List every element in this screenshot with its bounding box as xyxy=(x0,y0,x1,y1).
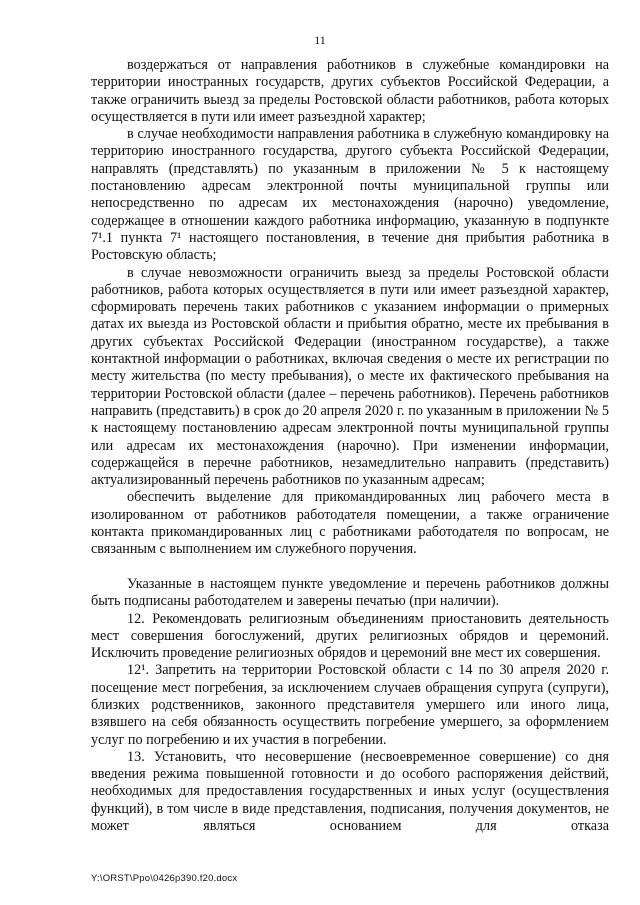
paragraph-business-trip-notice: в случае необходимости направления работника в служебную командировку на территорию иностранного государства, другого субъекта Российской Федерации, направлять (представлять) по указанным в приложении № 5 к настоящему постановлению адресам электронной почты муниципальной группы или непосредственно по адресам их местонахождения (нарочно) уведомление, содержащее в отношении каждого работника информацию, указанную в подпункте 7¹.1 пункта 7¹ настоящего постановления, в течение дня прибытия работника в Ростовскую область; xyxy=(91,126,609,264)
paragraph-item-12: 12. Рекомендовать религиозным объединениям приостановить деятельность мест совершения богослужений, других религиозных обрядов и церемоний. Исключить проведение религиозных обрядов и церемоний вне мест их совершения. xyxy=(91,610,609,662)
paragraph-restrict-travel: воздержаться от направления работников в служебные командировки на территории иностранных государств, других субъектов Российской Федерации, а также ограничить выезд за пределы Ростовской области работников, работа которых осуществляется в пути или имеет разъездной характер; xyxy=(91,57,609,125)
paragraph-signature-requirement: Указанные в настоящем пункте уведомление и перечень работников должны быть подписаны работодателем и заверены печатью (при наличии). xyxy=(91,575,609,610)
paragraph-item-13: 13. Установить, что несовершение (несвоевременное совершение) со дня введения режима повышенной готовности и до особого распоряжения действий, необходимых для предоставления государственных и иных услуг (осуществления функций), в том числе в виде представления, подписания, получения документов, не может являться основанием для отказа xyxy=(91,748,609,835)
paragraph-item-12-1: 12¹. Запретить на территории Ростовской области с 14 по 30 апреля 2020 г. посещение мест погребения, за исключением случаев обращения супруга (супруги), близких родственников, законного представителя умершего или иного лица, взявшего на себя обязанность осуществить погребение умершего, за оформлением услуг по погребению и их участия в погребении. xyxy=(91,662,609,748)
document-body xyxy=(91,57,609,835)
page-number: 11 xyxy=(314,33,326,47)
paragraph-isolated-workplace: обеспечить выделение для прикомандированных лиц рабочего места в изолированном от работников работодателя помещении, а также ограничение контакта прикомандированных лиц с работниками работодателя по вопросам, не связанным с выполнением им служебного поручения. xyxy=(91,489,609,558)
paragraph-employee-list: в случае невозможности ограничить выезд за пределы Ростовской области работников, работа которых осуществляется в пути или имеет разъездной характер, сформировать перечень таких работников с указанием информации о примерных датах их выезда из Ростовской области и прибытия обратно, месте их пребывания в других субъектах Российской Федерации (иностранном государстве), а также контактной информации о работниках, включая сведения о месте их регистрации по месту жительства (по месту пребывания), о месте их фактического пребывания на территории Ростовской области (далее – перечень работников). Перечень работников направить (представить) в срок до 20 апреля 2020 г. по указанным в приложении № 5 к настоящему постановлению адресам электронной почты муниципальной группы или адресам их местонахождения (нарочно). При изменении информации, содержащейся в перечне работников, незамедлительно направить (представить) актуализированный перечень работников по указанным адресам; xyxy=(91,264,609,489)
file-path-footer: Y:\ORST\Ppo\0426p390.f20.docx xyxy=(91,873,238,884)
